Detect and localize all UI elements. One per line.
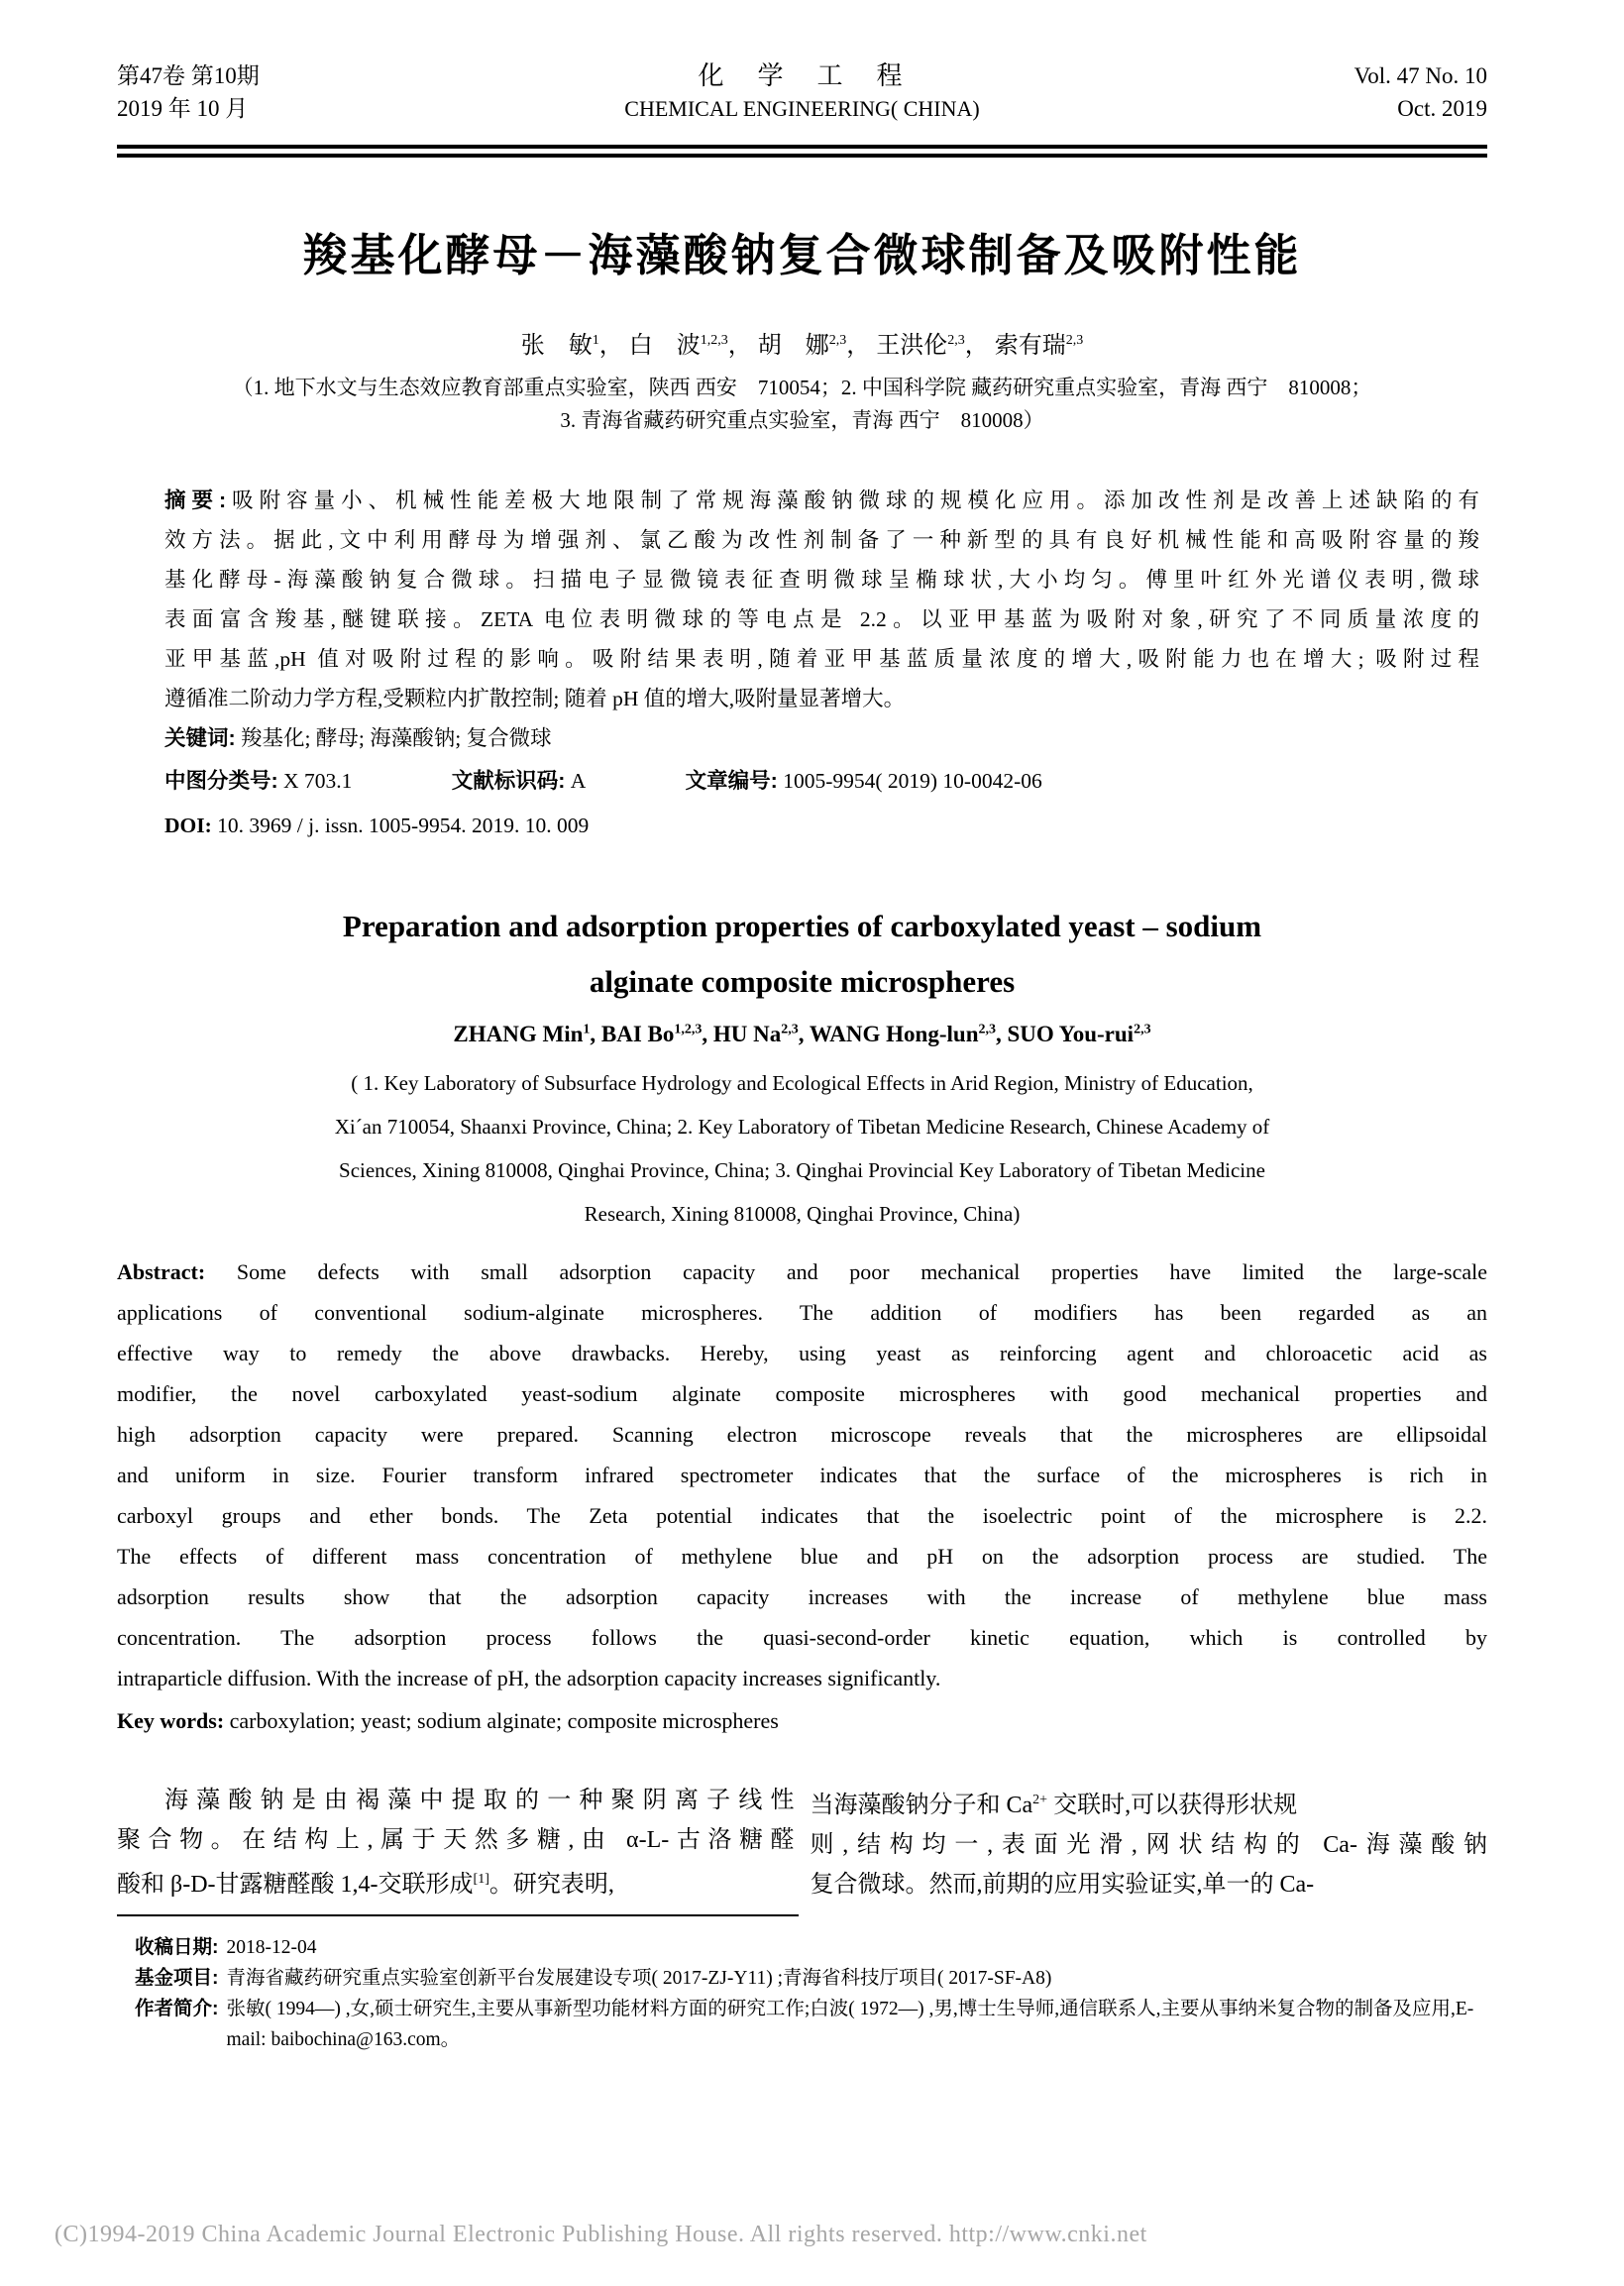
abstract-cn: 摘要:吸附容量小、机械性能差极大地限制了常规海藻酸钠微球的规模化应用。添加改性剂是改善上述缺陷的有 效方法。据此,文中利用酵母为增强剂、氯乙酸为改性剂制备了一种新型的具有良好机械性能和高吸附容量的羧 基化酵母-海藻酸钠复合微球。扫描电子显微镜表征查明微球呈椭球状,大小均匀。傅里叶红外光谱仪表明,微球 表面富含羧基,醚键联接。ZETA 电位表明微球的等电点是 2.2。以亚甲基蓝为吸附对象,研究了不同质量浓度的 亚甲基蓝,pH 值对吸附过程的影响。吸附结果表明,随着亚甲基蓝质量浓度的增大,吸附能力也在增大; 吸附过程 遵循准二阶动力学方程,受颗粒内扩散控制; 随着 pH 值的增大,吸附量显著增大。 <box>164 489 1479 710</box>
author-name: ZHANG Min$^1$, <box>453 1022 601 1046</box>
doi: DOI: 10. 3969 / j. issn. 1005-9954. 2019. 10. 009 <box>164 814 590 837</box>
issue-info <box>117 59 335 125</box>
affiliation-line: （1. 地下水文与生态效应教育部重点实验室，陕西 西安 710054；2. 中国科学院 藏药研究重点实验室，青海 西宁 810008； <box>232 376 1372 399</box>
footnotes <box>117 1932 1487 2055</box>
author-name: 索有瑞$^{2,3}$ <box>994 333 1084 359</box>
article-title-cn: 羧基化酵母－海藻酸钠复合微球制备及吸附性能 <box>302 231 1302 280</box>
article-id: 文章编号: 1005-9954( 2019) 10-0042-06 <box>685 769 1042 793</box>
abstract-label-en: Abstract: <box>117 1259 206 1284</box>
page-header <box>117 59 1487 125</box>
classification-line <box>164 758 1487 804</box>
volume-issue-cn: 第47卷 第10期 <box>117 63 260 88</box>
affiliation-line: ( 1. Key Laboratory of Subsurface Hydrology and Ecological Effects in Arid Region, Ministry of Education, <box>351 1071 1253 1095</box>
abstract-label-cn: 摘要: <box>164 489 227 512</box>
author-name: HU Na$^{2,3}$, <box>712 1022 810 1046</box>
author-name: SUO You-rui$^{2,3}$ <box>1007 1022 1151 1046</box>
author-name: 张 敏$^1$， <box>520 333 623 359</box>
body-column-left: 海藻酸钠是由褐藻中提取的一种聚阴离子线性 聚合物。在结构上,属于天然多糖,由 α-L-古洛糖醛 酸和 β-D-甘露糖醛酸 1,4-交联形成[1]。研究表明, <box>117 1788 795 1898</box>
author-name: 白 波$^{1,2,3}$， <box>628 333 752 359</box>
keywords-cn: 关键词: 羧基化; 酵母; 海藻酸钠; 复合微球 <box>164 726 552 750</box>
date-en: Oct. 2019 <box>1397 96 1487 121</box>
footnote-rule <box>117 1914 799 1916</box>
journal-name <box>335 59 1269 125</box>
affiliation-line: Research, Xining 810008, Qinghai Province, China) <box>584 1202 1021 1226</box>
author-name: BAI Bo$^{1,2,3}$, <box>600 1022 713 1046</box>
affiliation-line: 3. 青海省藏药研究重点实验室，青海 西宁 810008） <box>560 408 1044 432</box>
authors-cn <box>117 325 1487 360</box>
affiliations-cn <box>117 372 1487 437</box>
date-cn: 2019 年 10 月 <box>117 96 249 121</box>
keywords-label-cn: 关键词: <box>164 726 236 750</box>
volume-info <box>1269 59 1487 125</box>
affiliation-line: Xi´an 710054, Shaanxi Province, China; 2. Key Laboratory of Tibetan Medicine Research, Chinese Academy of <box>334 1115 1270 1139</box>
keywords-label-en: Key words: <box>117 1708 225 1733</box>
clc-number: 中图分类号: X 703.1 <box>164 769 353 793</box>
footnote-bio: 作者简介: 张敏( 1994—) ,女,硕士研究生,主要从事新型功能材料方面的研究工作;白波( 1972—) ,男,博士生导师,通信联系人,主要从事纳米复合物的制备及应用,E-mail: baibochina@163.com。 <box>135 1998 1474 2050</box>
journal-name-en: CHEMICAL ENGINEERING( CHINA) <box>624 96 980 121</box>
author-name: WANG Hong-lun$^{2,3}$, <box>809 1022 1008 1046</box>
author-name: 王洪伦$^{2,3}$， <box>876 333 989 359</box>
cnki-watermark: (C)1994-2019 China Academic Journal Electronic Publishing House. All rights reserved. http://www.cnki.net <box>54 2222 1147 2247</box>
authors-en <box>117 1022 1487 1047</box>
abstract-en: Abstract: Some defects with small adsorption capacity and poor mechanical properties have limited the large-scale applications of conventional sodium-alginate microspheres. The addition of modifiers has been regarded as an effective way to remedy the above drawbacks. Hereby, using yeast as reinforcing agent and chloroacetic acid as modifier, the novel carboxylated yeast-sodium alginate composite microspheres with good mechanical properties and high adsorption capacity were prepared. Scanning electron microscope reveals that the microspheres are ellipsoidal and uniform in size. Fourier transform infrared spectrometer indicates that the surface of the microspheres is rich in carboxyl groups and ether bonds. The Zeta potential indicates that the isoelectric point of the microsphere is 2.2. The effects of different mass concentration of methylene blue and pH on the adsorption process are studied. The adsorption results show that the adsorption capacity increases with the increase of methylene blue mass concentration. The adsorption process follows the quasi-second-order kinetic equation, which is controlled by intraparticle diffusion. With the increase of pH, the adsorption capacity increases significantly. <box>117 1259 1487 1690</box>
journal-name-cn: 化 学 工 程 <box>698 61 907 90</box>
keywords-en: Key words: carboxylation; yeast; sodium alginate; composite microspheres <box>117 1708 779 1733</box>
document-code: 文献标识码: A <box>451 769 587 793</box>
doi-label: DOI: <box>164 814 212 837</box>
volume-issue-en: Vol. 47 No. 10 <box>1353 63 1487 88</box>
body-text <box>117 1781 1487 1905</box>
author-name: 胡 娜$^{2,3}$， <box>757 333 871 359</box>
footnote-fund: 基金项目: 青海省藏药研究重点实验室创新平台发展建设专项( 2017-ZJ-Y11) ;青海省科技厅项目( 2017-SF-A8) <box>135 1967 1052 1989</box>
body-column-right: 当海藻酸钠分子和 $Ca^{2+}$ 交联时,可以获得形状规 则,结构均一,表面光滑,网状结构的 Ca-海藻酸钠 复合微球。然而,前期的应用实验证实,单一的 Ca- <box>810 1793 1487 1898</box>
footnote-received: 收稿日期: 2018-12-04 <box>135 1936 317 1958</box>
affiliation-line: Sciences, Xining 810008, Qinghai Province, China; 3. Qinghai Provincial Key Laboratory of Tibetan Medicine <box>339 1158 1265 1182</box>
header-double-rule <box>117 145 1487 158</box>
affiliations-en <box>117 1061 1487 1236</box>
article-title-en: Preparation and adsorption properties of carboxylated yeast – sodium alginate composite microspheres <box>342 909 1262 999</box>
